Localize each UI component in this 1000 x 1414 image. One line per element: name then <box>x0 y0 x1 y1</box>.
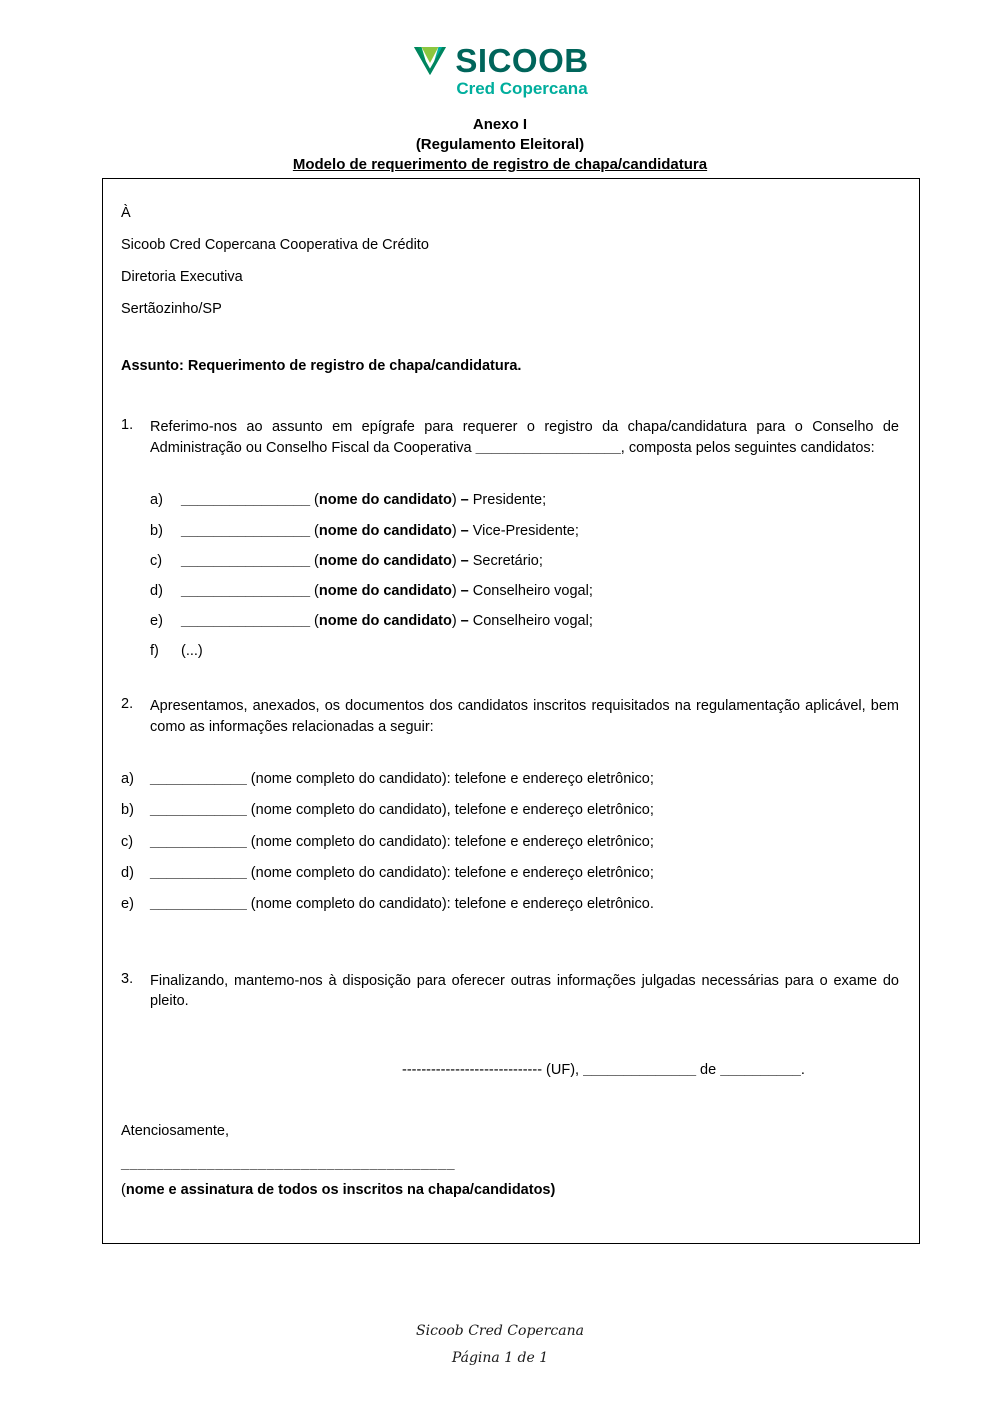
title-line-1: Anexo I <box>472 116 528 134</box>
document-title-block <box>0 115 1000 174</box>
candidate-blank: ________________ <box>181 612 311 629</box>
item-2-text: Apresentamos, anexados, os documentos dos candidatos inscritos requisitados na regulamentação aplicável, bem como as informações relacionadas a seguir: <box>150 698 899 735</box>
sicoob-logo <box>411 44 588 99</box>
contact-text: (nome completo do candidato): telefone e endereço eletrônico; <box>246 771 654 788</box>
closing-line: Atenciosamente, <box>121 1123 230 1140</box>
candidate-role: Presidente; <box>472 492 547 509</box>
contact-list <box>121 771 899 913</box>
item-1-text: Referimo-nos ao assunto em epígrafe para requerer o registro da chapa/candidatura para o Conselho de Administração ou Conselho Fiscal da Cooperativa __________________, composta pelos seguintes candidatos: <box>150 419 899 456</box>
contact-blank: ____________ <box>150 771 247 788</box>
item-3-text: Finalizando, mantemo-nos à disposição para oferecer outras informações julgadas necessárias para o exame do pleito. <box>150 972 899 1010</box>
candidate-list <box>150 492 899 660</box>
contact-blank: ____________ <box>150 864 247 881</box>
candidate-row: a) ________________ (nome do candidato) – Presidente; <box>150 492 547 509</box>
page-footer <box>0 1318 1000 1371</box>
sicoob-logo-icon <box>411 46 449 78</box>
candidate-role: Conselheiro vogal; <box>472 582 593 599</box>
candidate-blank: ________________ <box>181 522 311 539</box>
contact-text: (nome completo do candidato), telefone e endereço eletrônico; <box>246 802 654 819</box>
title-line-2: (Regulamento Eleitoral) <box>415 136 585 154</box>
date-line: ----------------------------- (UF), ______________ de __________. <box>402 1062 805 1078</box>
candidate-role: Vice-Presidente; <box>472 522 579 539</box>
contact-text: (nome completo do candidato): telefone e endereço eletrônico; <box>246 864 654 881</box>
contact-blank: ____________ <box>150 802 247 819</box>
contact-row: c) ____________ (nome completo do candidato): telefone e endereço eletrônico; <box>121 833 654 850</box>
letter-body-box <box>102 178 920 1244</box>
candidate-row: d) ________________ (nome do candidato) – Conselheiro vogal; <box>150 582 593 599</box>
item-1-blank: __________________ <box>475 439 621 456</box>
contact-row: b) ____________ (nome completo do candidato), telefone e endereço eletrônico; <box>121 802 654 819</box>
candidate-role: Secretário; <box>472 552 543 569</box>
contact-row: d) ____________ (nome completo do candidato): telefone e endereço eletrônico; <box>121 864 654 881</box>
numbered-item-2 <box>121 696 899 737</box>
candidate-blank: ________________ <box>181 552 311 569</box>
candidate-row: e) ________________ (nome do candidato) – Conselheiro vogal; <box>150 612 593 629</box>
signature-line: _______________________________________ <box>121 1155 456 1172</box>
contact-text: (nome completo do candidato): telefone e endereço eletrônico; <box>246 833 654 850</box>
candidate-blank: ________________ <box>181 492 311 509</box>
candidate-row: c) ________________ (nome do candidato) – Secretário; <box>150 552 543 569</box>
numbered-item-3 <box>121 971 899 1012</box>
candidate-row: f) (...) <box>150 643 203 660</box>
logo-text <box>455 44 588 99</box>
candidate-role: Conselheiro vogal; <box>472 612 593 629</box>
candidate-role: (...) <box>181 643 203 660</box>
footer-page-number: Página 1 de 1 <box>451 1349 549 1366</box>
item-3-number: 3. <box>121 970 134 987</box>
signature-caption: (nome e assinatura de todos os inscritos na chapa/candidatos) <box>121 1181 556 1198</box>
recipient-department: Diretoria Executiva <box>121 269 243 285</box>
footer-company: Sicoob Cred Copercana <box>416 1323 584 1339</box>
numbered-item-1 <box>121 417 899 458</box>
contact-blank: ____________ <box>150 833 247 850</box>
brand-name: SICOOB <box>455 42 589 79</box>
date-blank-city: ______________ <box>583 1062 697 1078</box>
item-2-number: 2. <box>121 696 134 713</box>
contact-row: e) ____________ (nome completo do candidato): telefone e endereço eletrônico. <box>121 895 654 912</box>
candidate-row: b) ________________ (nome do candidato) – Vice-Presidente; <box>150 522 579 539</box>
contact-row: a) ____________ (nome completo do candidato): telefone e endereço eletrônico; <box>121 771 654 788</box>
header <box>0 44 1000 99</box>
candidate-blank: ________________ <box>181 582 311 599</box>
contact-text: (nome completo do candidato): telefone e endereço eletrônico. <box>246 895 654 912</box>
title-line-3: Modelo de requerimento de registro de chapa/candidatura <box>292 155 708 173</box>
item-1-number: 1. <box>121 417 134 434</box>
recipient-line: Sicoob Cred Copercana Cooperativa de Crédito <box>121 236 429 253</box>
brand-subtitle: Cred Copercana <box>456 79 588 98</box>
recipient-city: Sertãozinho/SP <box>121 301 222 318</box>
contact-blank: ____________ <box>150 895 247 912</box>
subject-line: Assunto: Requerimento de registro de chapa/candidatura. <box>121 358 522 375</box>
salutation: À <box>121 204 131 221</box>
date-blank-month: __________ <box>720 1062 801 1078</box>
